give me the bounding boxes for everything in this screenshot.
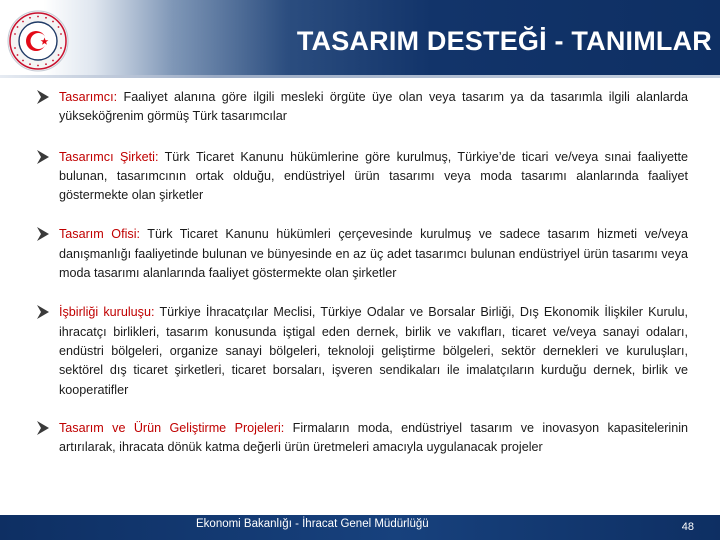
page-number: 48: [681, 521, 694, 533]
definition-item: [36, 148, 688, 206]
definition-text: [59, 225, 688, 283]
page-title: TASARIM DESTEĞİ - TANIMLAR: [296, 26, 712, 56]
arrow-bullet-icon: [36, 226, 50, 242]
definition-item: [36, 303, 688, 399]
definition-term: Tasarım ve Ürün Geliştirme Projeleri:: [59, 420, 285, 435]
definition-term: İşbirliği kuruluşu:: [59, 305, 155, 320]
definition-term: Tasarımcı Şirketi:: [59, 149, 159, 164]
definition-item: [36, 419, 688, 458]
definition-body: Faaliyet alanına göre ilgili mesleki örgüte üye olan veya tasarım ya da tasarımla ilgili alanlarda yükseköğrenim görmüş Türk tasarımcılar: [59, 90, 688, 124]
definition-text: [59, 148, 688, 206]
definition-term: Tasarımcı:: [59, 90, 118, 104]
footer-text: Ekonomi Bakanlığı - İhracat Genel Müdürlüğü: [196, 518, 429, 530]
definition-text: [59, 419, 688, 458]
definitions-list: [36, 88, 688, 457]
arrow-bullet-icon: [36, 304, 50, 320]
header-band: [0, 0, 720, 78]
arrow-bullet-icon: [36, 420, 50, 436]
definition-item: [36, 88, 688, 127]
definition-body: Firmaların moda, endüstriyel tasarım ve inovasyon kapasitelerinin artırılarak, ihracata dönük katma değerli ürün üretmeleri amacıyla uygulanacak projeler: [59, 420, 689, 455]
definition-term: Tasarım Ofisi:: [59, 227, 140, 242]
definition-item: [36, 225, 688, 283]
footer-bar: [0, 515, 720, 540]
arrow-bullet-icon: [36, 149, 50, 165]
turkish-ministry-seal-icon: [6, 9, 70, 73]
definition-text: [59, 303, 688, 399]
definition-body: Türkiye İhracatçılar Meclisi, Türkiye Odalar ve Borsalar Birliği, Dış Ekonomik İlişkiler Kurulu, ihracatçı birlikleri, tasarım konusunda iştigal eden dernek, birlik ve vakıfları, ticaret ve/veya sanayi odaları, endüstri bölgeleri, organize sanayi bölgeleri, teknoloji geliştirme bölgeleri, sektör dernekleri ve kuruluşları, sektörel dış ticaret şirketleri, ticaret borsaları, işveren sendikaları ile imalatçıların kurduğu dernek, birlik ve kooperatifler: [59, 305, 688, 397]
arrow-bullet-icon: [36, 89, 50, 105]
definition-body: Türk Ticaret Kanunu hükümlerine göre kurulmuş, Türkiye’de ticari ve/veya sınai faaliyette bulunan, tasarımcının ortak olduğu, endüstriyel ürün tasarımı veya moda tasarımı alanlarında faaliyet göstermekte olan şirketler: [59, 149, 688, 203]
definition-body: Türk Ticaret Kanunu hükümleri çerçevesinde kurulmuş ve sadece tasarım hizmeti ve/veya danışmanlığı faaliyetinde bulunan ve bünyesinde en az üç adet tasarımcı bulunan endüstriyel ürün tasarımı veya moda tasarımı alanlarında faaliyet göstermekte olan şirketler: [59, 227, 688, 281]
definition-text: [59, 88, 688, 127]
